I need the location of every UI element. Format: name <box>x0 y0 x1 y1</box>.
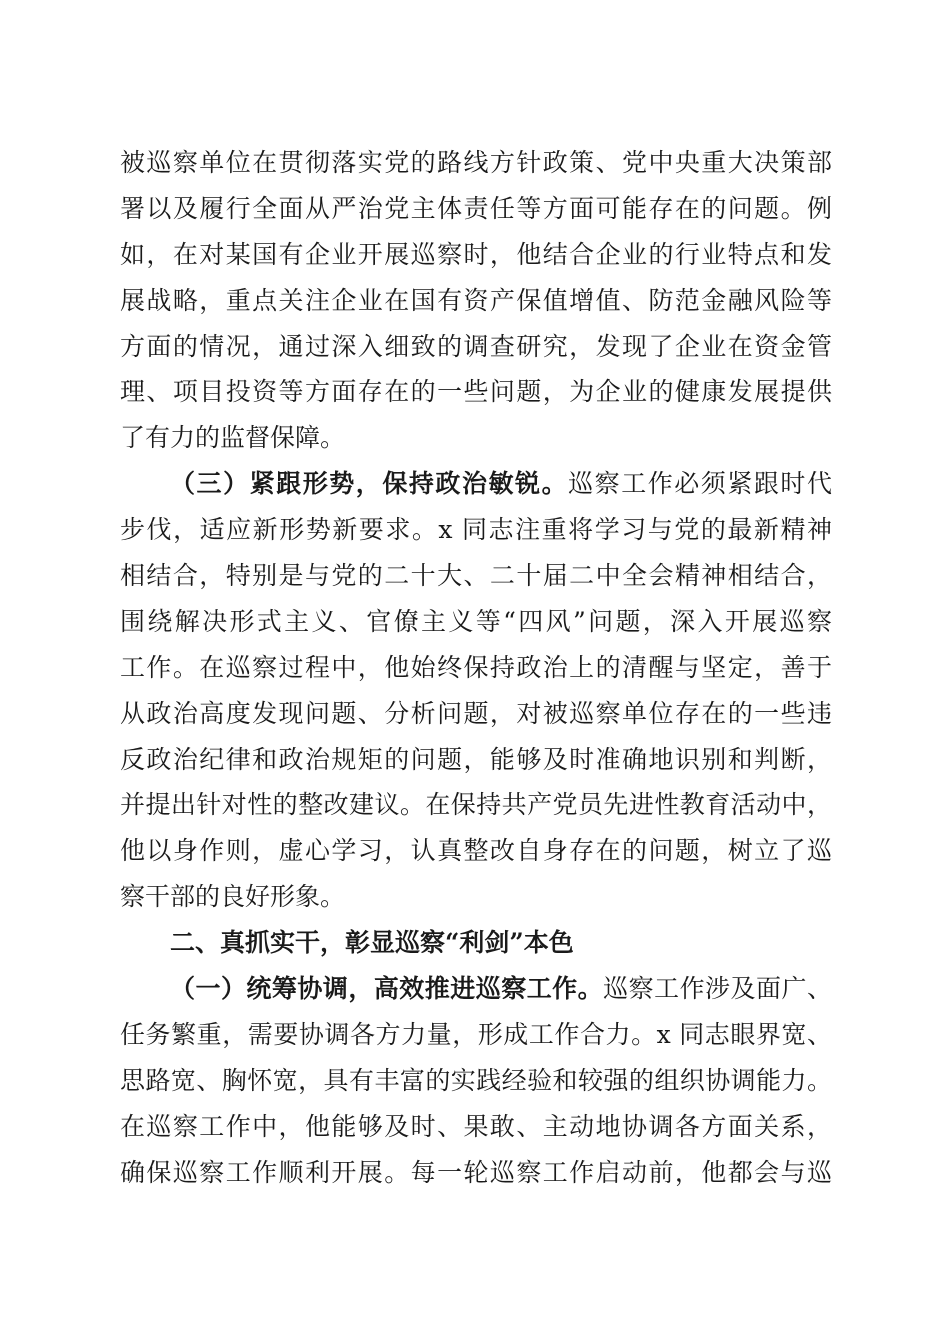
paragraph-heading: （三）紧跟形势，保持政治敏锐。 <box>170 469 569 499</box>
paragraph-text: 巡察工作必须紧跟时代 <box>568 469 832 499</box>
text-line <box>120 461 832 507</box>
text-line: 他以身作则，虚心学习，认真整改自身存在的问题，树立了巡 <box>120 836 832 866</box>
paragraph-3 <box>120 966 832 1195</box>
text-line: 步伐，适应新形势新要求。x 同志注重将学习与党的最新精神 <box>120 515 832 545</box>
text-line: 任务繁重，需要协调各方力量，形成工作合力。x 同志眼界宽、 <box>120 1019 832 1049</box>
text-line: 确保巡察工作顺利开展。每一轮巡察工作启动前，他都会与巡 <box>120 1157 832 1187</box>
document-body <box>120 140 832 1195</box>
section-heading: 二、真抓实干，彰显巡察“利剑”本色 <box>170 928 574 958</box>
text-line: 如，在对某国有企业开展巡察时，他结合企业的行业特点和发 <box>120 239 832 269</box>
paragraph-2 <box>120 461 832 920</box>
text-line: 被巡察单位在贯彻落实党的路线方针政策、党中央重大决策部 <box>120 148 832 177</box>
text-line: 在巡察工作中，他能够及时、果敢、主动地协调各方面关系， <box>120 1111 832 1141</box>
text-line: 相结合，特别是与党的二十大、二十届二中全会精神相结合， <box>120 561 832 591</box>
text-line: 察干部的良好形象。 <box>120 882 346 912</box>
text-line <box>120 966 832 1012</box>
text-line: 工作。在巡察过程中，他始终保持政治上的清醒与坚定，善于 <box>120 652 832 682</box>
text-line: 并提出针对性的整改建议。在保持共产党员先进性教育活动中， <box>120 790 832 820</box>
text-line: 思路宽、胸怀宽，具有丰富的实践经验和较强的组织协调能力。 <box>120 1065 832 1095</box>
text-line: 围绕解决形式主义、官僚主义等“四风”问题，深入开展巡察 <box>120 606 832 636</box>
text-line: 反政治纪律和政治规矩的问题，能够及时准确地识别和判断， <box>120 744 832 774</box>
paragraph-heading: （一）统筹协调，高效推进巡察工作。 <box>170 974 604 1004</box>
text-line: 从政治高度发现问题、分析问题，对被巡察单位存在的一些违 <box>120 698 832 728</box>
text-line: 理、项目投资等方面存在的一些问题，为企业的健康发展提供 <box>120 377 832 407</box>
text-line: 了有力的监督保障。 <box>120 423 346 453</box>
paragraph-1 <box>120 140 832 461</box>
text-line: 署以及履行全面从严治党主体责任等方面可能存在的问题。例 <box>120 193 832 223</box>
text-line: 方面的情况，通过深入细致的调查研究，发现了企业在资金管 <box>120 331 832 361</box>
text-line: 展战略，重点关注企业在国有资产保值增值、防范金融风险等 <box>120 285 832 315</box>
paragraph-text: 巡察工作涉及面广、 <box>603 974 832 1004</box>
